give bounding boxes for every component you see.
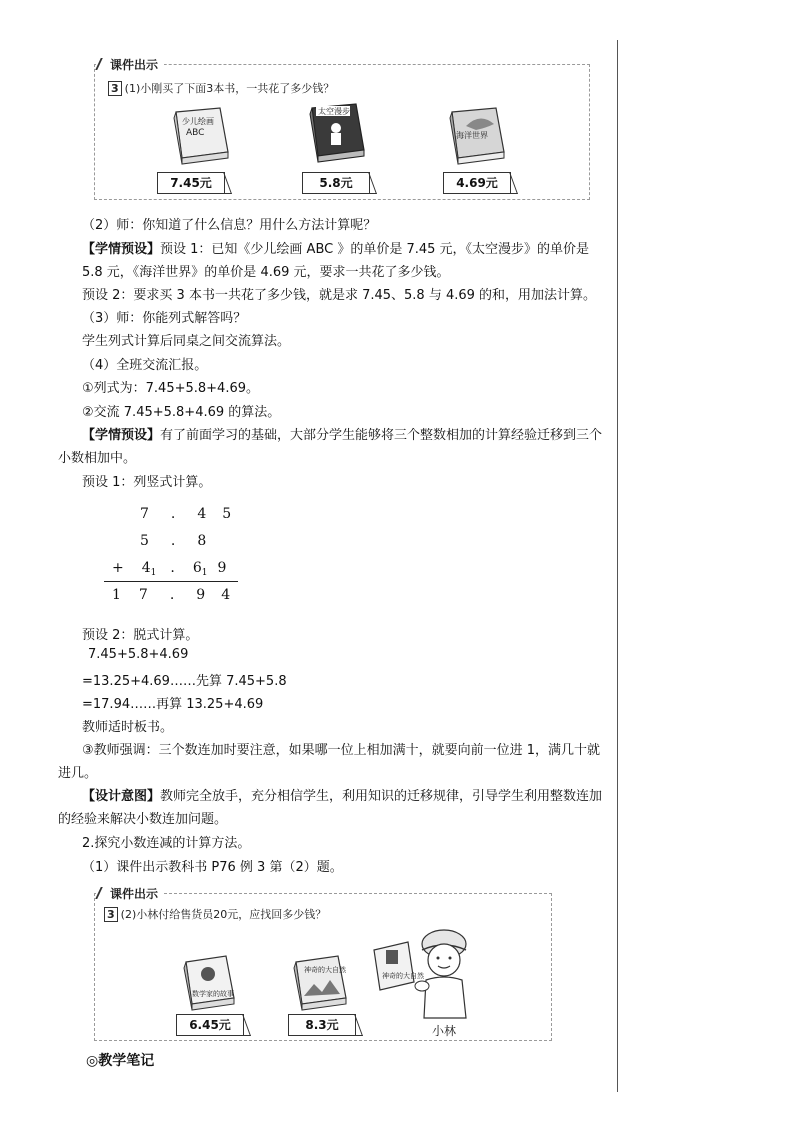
person-label: 小林 [432, 1024, 457, 1038]
book-drawing-nature [290, 952, 354, 1012]
text-line-2: 【学情预设】预设 1：已知《少儿绘画 ABC 》的单价是 7.45 元，《太空漫步》的单价是 [82, 242, 590, 257]
text-line-9: ②交流 7.45+5.8+4.69 的算法。 [82, 405, 281, 420]
text-line-5: （3）师：你能列式解答吗？ [82, 311, 247, 326]
calc-row-3: + $4_1$ . $6_1$ 9 [112, 560, 227, 578]
calc-sum-line [104, 581, 238, 582]
boy-xiaolin-illustration [370, 920, 480, 1020]
text-line-18: 【设计意图】教师完全放手，充分相信学生，利用知识的迁移规律，引导学生利用整数连加的经验来解决小数连加问题。 [58, 789, 603, 827]
text-line-17: ③教师强调：三个数连加时要注意，如果哪一位上相加满十，就要向前一位进 1，满几十就进几。 [58, 743, 601, 781]
price-tag-nature: 8.3元 [288, 1014, 356, 1036]
teaching-notes-heading: ◎教学笔记 [86, 1053, 155, 1069]
price-tag-space: 5.8元 [302, 172, 370, 194]
text-line-12: 预设 2：脱式计算。 [82, 628, 199, 643]
held-book-title: 神奇的大自然 [382, 972, 424, 980]
courseware-tag-2: 课件出示 [96, 885, 164, 902]
question-number: 3 [108, 81, 122, 96]
svg-text:ABC: ABC [186, 128, 205, 138]
margin-rule [617, 40, 618, 1092]
book-title-nature: 神奇的大自然 [304, 966, 346, 974]
text-line-3: 5.8 元，《海洋世界》的单价是 4.69 元，要求一共花了多少钱。 [82, 265, 450, 280]
text-line-15: =17.94……再算 13.25+4.69 [82, 697, 264, 712]
text-line-4: 预设 2：要求买 3 本书一共花了多少钱，就是求 7.45、5.8 与 4.69 的和，用加法计算。 [82, 288, 597, 303]
calc-row-2: 5 . 8 [140, 533, 207, 549]
calc-row-1: 7 . 4 5 [140, 506, 232, 522]
question-text: (2)小林付给售货员20元，应找回多少钱？ [120, 908, 327, 921]
text-line-7: （4）全班交流汇报。 [82, 358, 208, 373]
book-title-abc: 少儿绘画 [182, 117, 214, 126]
text-line-8: ①列式为：7.45+5.8+4.69。 [82, 381, 260, 396]
text-line-6: 学生列式计算后同桌之间交流算法。 [82, 334, 291, 349]
calc-result: 1 7 . 9 4 [112, 587, 231, 603]
question-number: 3 [104, 907, 118, 922]
text-line-10: 【学情预设】有了前面学习的基础，大部分学生能够将三个整数相加的计算经验迁移到三个小数相加中。 [58, 428, 603, 466]
text-line-13: 7.45+5.8+4.69 [88, 647, 189, 662]
text-line-20: （1）课件出示教科书 P76 例 3 第（2）题。 [82, 860, 343, 875]
text-line-1: （2）师：你知道了什么信息？用什么方法计算呢？ [82, 218, 377, 233]
book-drawing-mathematician [180, 952, 240, 1012]
text-line-14: =13.25+4.69……先算 7.45+5.8 [82, 674, 287, 689]
courseware-tag-1: 课件出示 [96, 56, 164, 73]
price-tag-abc: 7.45元 [157, 172, 225, 194]
book-title-space: 太空漫步 [318, 107, 350, 116]
text-line-19: 2.探究小数连减的计算方法。 [82, 836, 251, 851]
price-tag-ocean: 4.69元 [443, 172, 511, 194]
question-2 [104, 906, 326, 922]
book-drawing-abc [170, 104, 234, 166]
question-1 [108, 80, 334, 96]
text-line-11: 预设 1：列竖式计算。 [82, 475, 212, 490]
book-title-ocean: 海洋世界 [456, 131, 488, 140]
book-drawing-ocean [446, 104, 512, 166]
price-tag-mathematician: 6.45元 [176, 1014, 244, 1036]
book-drawing-space [306, 100, 372, 166]
question-text: (1)小刚买了下面3本书，一共花了多少钱？ [124, 82, 335, 95]
text-line-16: 教师适时板书。 [82, 720, 174, 735]
book-title-mathematician: 数学家的故事 [192, 990, 234, 998]
